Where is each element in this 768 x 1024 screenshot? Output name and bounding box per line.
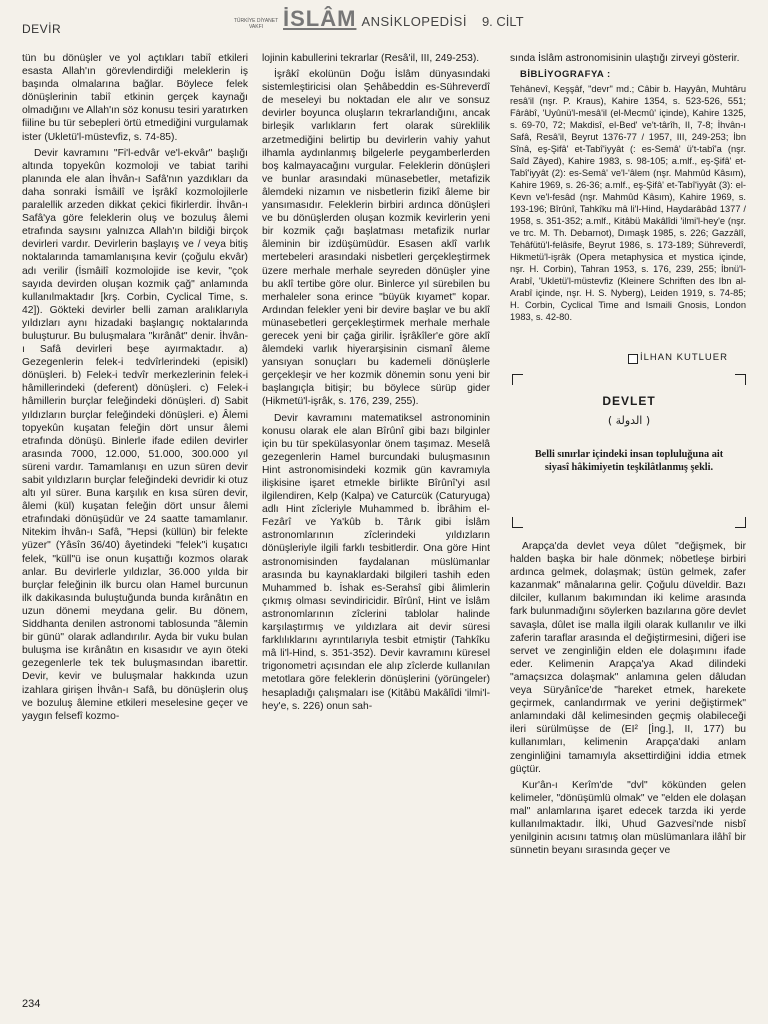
text-column-1 [22, 52, 248, 992]
encyclopedia-logo [232, 8, 524, 30]
entry-heading-box [512, 374, 746, 528]
text-column-3-bottom [510, 540, 746, 992]
logo-islam-text: İSLÂM [283, 6, 357, 31]
volume-label: 9. CİLT [481, 14, 524, 29]
author-marker-icon [628, 354, 638, 364]
corner-bracket-icon [512, 374, 523, 385]
entry-definition: Belli sınırlar içindeki insan topluluğuna ait siyasî hâkimiyetin teşkilâtlanmış şekli. [534, 449, 724, 473]
corner-bracket-icon [735, 374, 746, 385]
article-author: İLHAN KUTLUER [640, 352, 728, 363]
bibliography-heading: BİBLİYOGRAFYA : [520, 69, 611, 81]
paragraph: lojinin kabullerini tekrarlar (Resâ'il, III, 249-253). [262, 53, 480, 64]
paragraph: Arapça'da devlet veya dûlet "değişmek, bir halden başka bir hale dönmek; nöbetleşe birbiri ardınca gelmek, dolaşmak; üstün gelmek, zafer kazanmak" mânalarına gelir. Çoğulu düveldir. Bazı dilciler, kullanım bakımından iki kelime arasında fark bulunmadığını söylerken bazılarına göre devlet savaşla, dûlet ise malla ilgili olarak kullanılır ve ilki zaferin taraflar arasında el değiştirmesini, diğeri ise servet ve zenginliğin elden ele dolaşımını ifade eder. Kelimenin Arapça'ya Akad dilindeki "amaçsızca dolaşmak" anlamına gelen dâludan veya Süryânîce'de "hareket etmek, harekete geçirmek, canlandırmak ve yerini değiştirmek" anlamındaki dâl kelimesinden geçmiş olabileceği ileri sürülmüşse de (EI² [İng.], II, 177) bu kullanımları, kelimenin Arapça'daki anlam zenginliğini tamamıyla aksettirdiğini iddia etmek güçtür. [510, 541, 746, 775]
section-running-title: DEVİR [22, 22, 62, 36]
paragraph: Kur'ân-ı Kerîm'de "dvl" kökünden gelen kelimeler, "dönüşümlü olmak" ve "elden ele dolaşan mal" anlamlarına işaret edecek tarzda iki yerde kullanılmaktadır. İlki, Uhud Gazvesi'nde nisbî yenilginin acısını tatmış olan müslümanlara ilâhî bir sünnetin beyanı sırasında geçer ve [510, 779, 746, 857]
paragraph: Devir kavramını "Fi'l-edvâr ve'l-ekvâr" başlığı altında topyekûn kozmoloji ve tabiat tarihi planında ele alan İhvân-ı Safâ'nın yazdıkları da daha sonraki İsmâilî ve İşrâkî kozmolojilerle paralellik arzeden dikkat çekici fikirlerdir. İhvân-ı Safâ'ya göre feleklerin oluş ve bozuluş âlemi etrafında saysını yalnızca Allah'ın bildiği birçok devirleri vardır. Devirlerin başlayış ve / veya bitiş noktalarında tamamlanışına kevir (çoğulu ekvâr) adı verilir (İsmâilî kozmolojide ise kevir, "çok sayıda devirden oluşan kozmik çağ" anlamında kullanılmaktadır [krş. Corbin, Cyclical Time, s. 42]). Gökteki devirler belli zaman aralıklarıyla yıldızları aynı hizadaki başlangıç noktalarında buluşturur. Bu buluşmalara "kırânât" denir. İhvân-ı Safâ devirleri beşe ayırmaktadır. a) Gezegenlerin felek-i tedvîrlerindeki (episikl) dönüşleri. b) Felek-i tedvîr merkezlerinin felek-i hâmillerindeki (deferent) dönüşleri. c) Felek-i hâmillerin burçlar feleğindeki dönüşleri. d) Sabit yıldızların burçlar feleğindeki dönüşleri. e) Âlemi topyekûn kuşatan feleğin dört unsur âlemi etrafında dönüşü. Binlerle ifade edilen devirler arasında 7000, 12.000, 51.000, 300.000 yıl süreni vardır. Tamamlanışı en uzun süren devir sabit yıldızların burçlar feleğindeki devridir ki otuz altı yıl sürer. Buna karşılık en kısa süren devir, âlemi (kül) kuşatan feleğin dört unsur âlemi etrafındaki dönüşüdür ve 24 saatte tamamlanır. Nitekim İhvân-ı Safâ, "Hepsi (küllün) bir felekte yüzer" (Yâsîn 36/40) âyetindeki "felek"i kuşatıcı felek, "küll"ü ise onun kuşattığı kozmos olarak anlar. Bu devirlerle yıldızlar, 36.000 yılda bir burçlar feleğinin ilk burcu olan Hamel burcunun ilk dakikasında buluştuğunda bunda kırânâtın en uzun dönemi meydana gelir. Bu dönem, Siddhanta denilen astronomi tablosunda "âlemin bir günü" olarak adlandırılır. Ayda bir vuku bulan buluşma ise kırânâtın en kısasıdır ve ayın öteki gezegenlerle tek tek buluşmasından ibarettir. Devir, kevir ve buluşmalar hakkında uzun izahlara girişen İhvân-ı Safâ, bu dönüşlerin oluş ve bozuluş âlemine etkileri meselesine geçer ve yaygın felsefî kozmo- [22, 147, 248, 722]
page-number: 234 [22, 998, 41, 1010]
bibliography-text: Tehânevî, Keşşâf, "devr" md.; Câbir b. Hayyân, Muhtâru resâ'il (nşr. P. Kraus), Kahire 1354, s. 523-526, 551; Fârâbî, 'Uyûnü'l-mesâ'il (el-Mecmû' içinde), Kahire 1325, s. 69-70, 72; Makdisî, el-Bed' ve't-târîh, II, 7-8; İhvân-ı Safâ, Resâ'il, Beyrut 1376-77 / 1957, III, 249-253; İbn Sînâ, eş-Şifâ' et-Tabî'iyyât (: es-Semâ' ü't-tabî'a (nşr. Saîd Zâyed), Kahire 1983, s. 98-105; a.mlf., eş-Şifâ' et-Tabî'iyyât (2): es-Semâ' ve'l-'âlem (nşr. Mahmûd Kâsım), Kahire 1969, s. 26-36; a.mlf., eş-Şifâ' et-Tabî'iyyât (3): el-Kevn ve'l-fesâd (nşr. Mahmûd Kâsım), Kahire 1969, s. 193-196; Bîrûnî, Tahkîku mâ li'l-Hind, Haydarâbâd 1377 / 1958, s. 351-352; a.mlf., Kitâbü Makâlîdi 'ilmi'l-hey'e (nşr. ve trc. M. Th. Debarnot), Dımaşk 1985, s. 226; Gazzâlî, Tehâfütü'l-felâsife, Beyrut 1986, s. 173-189; Sühreverdî, Hikmetü'l-işrâk (Opera metaphysica et mystica içinde, nşr. H. Corbin), Tahran 1953, s. 176, 239, 255; İbnü'l-Arabî, 'Ukletü'l-müstevfiz (Kleinere Schriften des Ibn al-Arabî içinde, nşr. H. S. Nyberg), Leiden 1919, s. 74-85; H. Corbin, Cyclical Time and Ismaili Gnosis, London 1983, s. 42-80. [510, 84, 746, 323]
text-column-2 [262, 52, 490, 992]
corner-bracket-icon [512, 517, 523, 528]
entry-title: DEVLET [602, 394, 656, 408]
corner-bracket-icon [735, 517, 746, 528]
text-column-3-top [510, 52, 746, 352]
entry-arabic-title: ( الدولة ) [607, 414, 651, 427]
logo-title-text: ANSİKLOPEDİSİ [361, 14, 467, 29]
paragraph: Devir kavramını matematiksel astronominin konusu olarak ele alan Bîrûnî gibi bazı bilginler için bu tür spekülasyonlar önem taşımaz. Meselâ gezegenlerin Hamel burcundaki buluşmasının Hint astronomisindeki kozmik gün kavramıyla ilişkisine işaret etmekle birlikte Bîrûnî'yi asıl ilgilendiren, Kelp (Kalpa) ve Caturcük (Caturyuga) adlı Hint zîcleriyle Muhammed b. İbrâhim el-Fezârî ve Ya'kûb b. Târık gibi İslâm astronomlarının zîclerindeki yıldızların dönüşleriyle ilgili farklı tesbitlerdir. Ona göre Hint astronomisinden faydalanan müslümanlar arasında bu kaynaklardaki bilgileri tashih eden Muhammed b. İshak es-Serahsî gibi âlimlerin çıkmış olması sevindiricidir. Bîrûnî, Hint ve İslâm astronomlarının zîclerini tablolar halinde karşılaştırmış ve yıldızlara ait devir süresi farklılıklarını ayrıntılarıyla tesbit etmiştir (Tahkîku mâ li'l-Hind, s. 351-352). Devir kavramını küresel trigonometri açısından ele alıp zîclerde kullanılan metotlara göre feleklerin dönüşlerini (yörüngeler) hesapladığı çalışmaları ise (Kitâbü Makâlîdi 'ilmi'l-hey'e, s. 226) onun sah- [262, 412, 490, 712]
logo-foundation-text: TÜRKİYE DİYANET VAKFI [233, 18, 279, 30]
paragraph: sında İslâm astronomisinin ulaştığı zirveyi gösterir. [510, 53, 740, 64]
paragraph: İşrâkî ekolünün Doğu İslâm dünyasındaki sistemleştiricisi olan Şehâbeddin es-Sühreverdî de meseleyi bu noktadan ele alır ve sonsuz devirler boyunca oluşların tekrarlandığını, ancak birleşik varlıkların fert olarak süreklilik arzetmediğini belirtip bu devirlerin vahiy yahut ilhamla aydınlanmış bilgelerle peygamberlerden boş kalmayacağını vurgular. Feleklerin dönüşleri ve bunlar arasındaki münasebetler, metafizik âlemdeki nizamın ve nisbetlerin fizikî âleme bir yansımasıdır. Feleklerin birbiri ardınca dönüşleri ve bu dönüşlerden oluşan kozmik kevirlerin yeni bir kozmik çağı başlatması metafizik nurlar âleminin bir izdüşümüdür. Esasen aklî varlık mertebeleri arasındaki nisbetleri gerçekleştirmek üzere merhale merhale seyreden dönüşler yine bu aklî tertibe göre olur. Binlerce yıl sürebilen bu merhaleler sona erince "büyük kıyamet" kopar. Ardından felekler yeni bir devire başlar ve bu aklî münasebetleri gerçekleştirmek merhale merhale gerecek yeni bir çağa girilir. İşrâkîler'e göre aklî âlemdeki varlık hiyerarşisinin cismanî âleme yansıyan sonuçları bu kademeli dönüşlerle gerçekleşir ve her kozmik dönemin sonu yeni bir başlangıçla bitişir; bu böylece sürüp gider (Hikmetü'l-işrâk, s. 176, 239, 255). [262, 69, 490, 408]
page-header [0, 0, 768, 40]
paragraph: tün bu dönüşler ve yol açtıkları tabiî etkileri esasta Allah'ın görevlendirdiği meleklerin iş başında olmalarına bağlar. Böylece felek dönüşlerinin tabiî etkinin gerçek kaynağı olmadığını ve Allah'ın söz konusu tesiri yaratırken fiiline bu tür sebepleri örtü etmediğini vurgulamak ister (Ukletü'l-müstevfiz, s. 74-85). [22, 53, 248, 143]
